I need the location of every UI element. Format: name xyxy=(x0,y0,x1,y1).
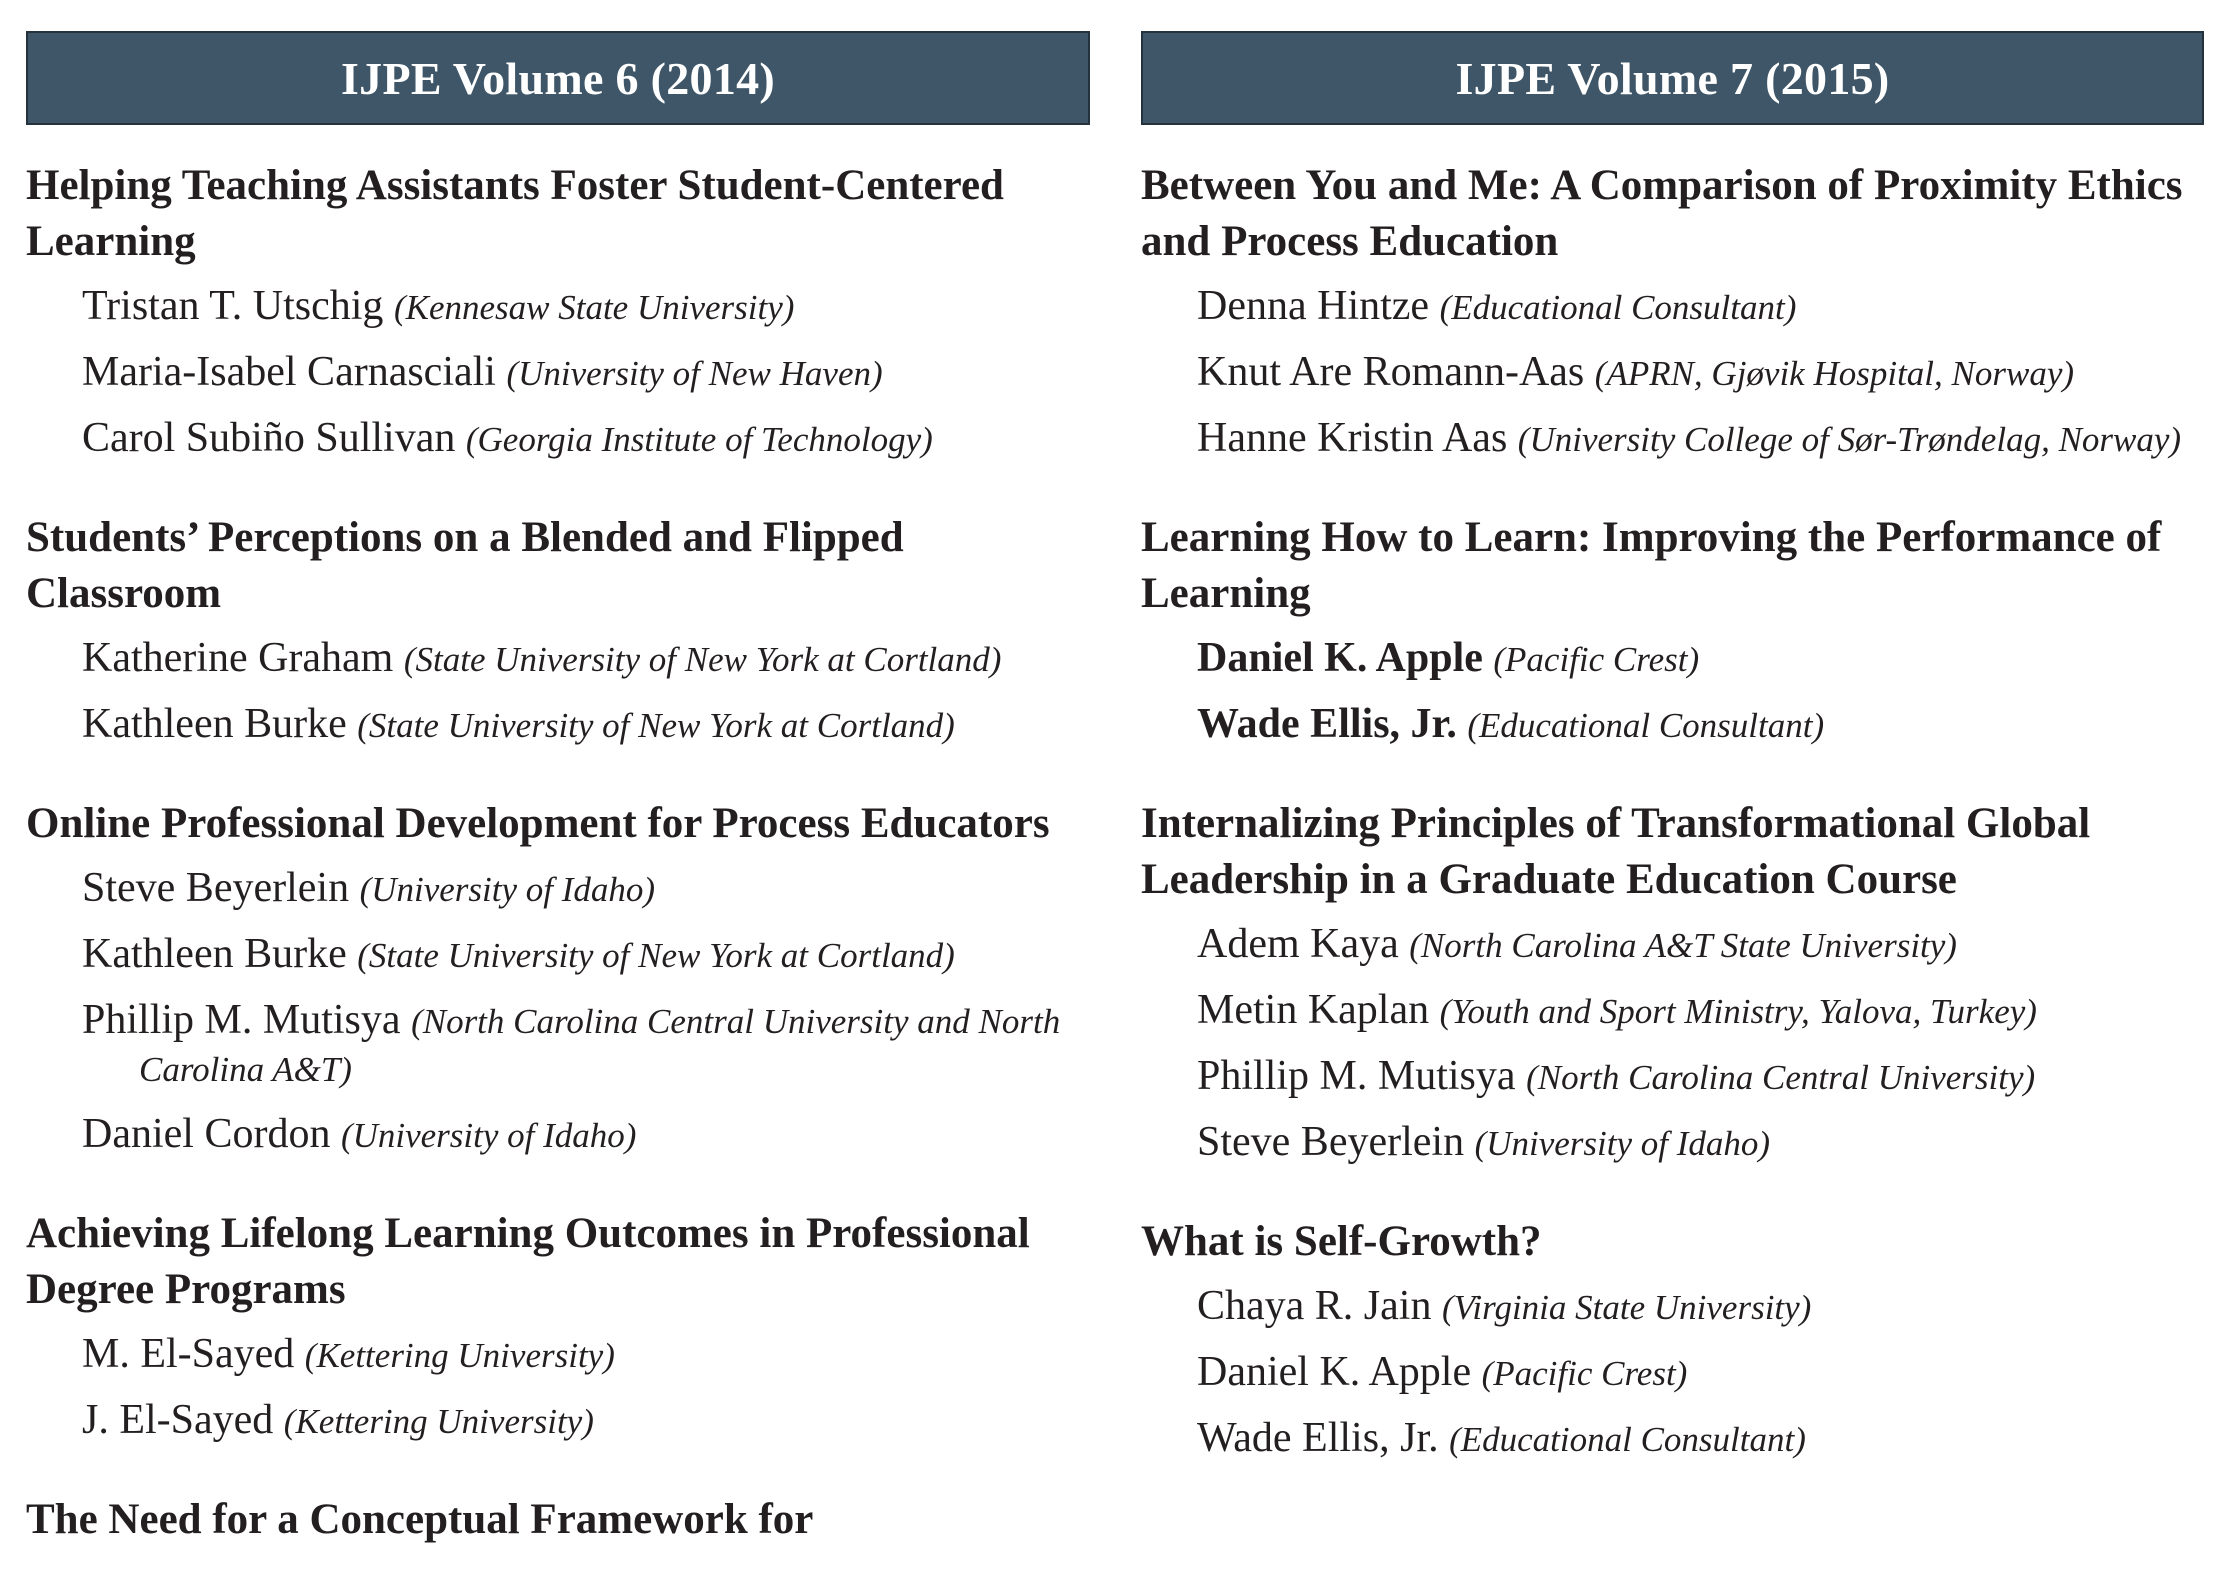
author-name: Maria-Isabel Carnasciali xyxy=(82,349,496,395)
volume-header: IJPE Volume 6 (2014) xyxy=(26,31,1090,125)
author-affiliation: (State University of New York at Cortland) xyxy=(357,936,955,975)
author-affiliation: (Kettering University) xyxy=(304,1336,615,1375)
author-affiliation: (Virginia State University) xyxy=(1441,1288,1812,1327)
author-line xyxy=(1141,283,2204,331)
author-line xyxy=(1141,1119,2204,1167)
author-line xyxy=(1141,415,2204,463)
author-affiliation: (Georgia Institute of Technology) xyxy=(465,420,933,459)
article-entry xyxy=(26,1206,1090,1445)
author-affiliation: (North Carolina A&T State University) xyxy=(1409,926,1957,965)
article-entry xyxy=(26,796,1090,1159)
author-affiliation: (University of Idaho) xyxy=(340,1116,637,1155)
article-entry xyxy=(26,1492,1090,1548)
author-name: Steve Beyerlein xyxy=(82,865,350,911)
author-affiliation: (University College of Sør-Trøndelag, Norway) xyxy=(1517,420,2182,459)
author-name: Kathleen Burke xyxy=(82,701,347,747)
author-line xyxy=(1141,701,2204,749)
author-line xyxy=(1141,987,2204,1035)
author-line xyxy=(1141,1053,2204,1101)
article-list xyxy=(1141,158,2204,1463)
author-affiliation: (State University of New York at Cortland) xyxy=(403,640,1002,679)
author-line xyxy=(26,1397,1090,1445)
author-affiliation: (University of Idaho) xyxy=(359,870,656,909)
author-name: M. El-Sayed xyxy=(82,1331,295,1377)
author-line xyxy=(26,283,1090,331)
article-title: What is Self-Growth? xyxy=(1141,1218,1542,1265)
author-name: Steve Beyerlein xyxy=(1197,1119,1465,1165)
author-name: Metin Kaplan xyxy=(1197,987,1430,1033)
author-name: Daniel K. Apple xyxy=(1197,1349,1472,1395)
author-line xyxy=(1141,349,2204,397)
author-affiliation: (Educational Consultant) xyxy=(1467,706,1825,745)
article-title: Students’ Perceptions on a Blended and Flipped Classroom xyxy=(26,514,904,617)
article-entry xyxy=(1141,510,2204,749)
author-name: Phillip M. Mutisya xyxy=(1197,1053,1516,1099)
author-line xyxy=(26,865,1090,913)
author-name: Chaya R. Jain xyxy=(1197,1283,1432,1329)
author-line xyxy=(26,1331,1090,1379)
author-line xyxy=(26,635,1090,683)
author-affiliation: (University of Idaho) xyxy=(1474,1124,1771,1163)
author-name: Phillip M. Mutisya xyxy=(82,997,401,1043)
article-entry xyxy=(1141,158,2204,463)
author-affiliation: (APRN, Gjøvik Hospital, Norway) xyxy=(1594,354,2075,393)
author-affiliation: (Kettering University) xyxy=(283,1402,594,1441)
author-line xyxy=(1141,921,2204,969)
article-list xyxy=(26,158,1090,1548)
author-affiliation: (Pacific Crest) xyxy=(1481,1354,1688,1393)
volume-header: IJPE Volume 7 (2015) xyxy=(1141,31,2204,125)
author-line xyxy=(1141,1415,2204,1463)
author-affiliation: (Educational Consultant) xyxy=(1449,1420,1806,1459)
article-entry xyxy=(1141,796,2204,1167)
author-line xyxy=(26,997,1090,1093)
article-entry xyxy=(1141,1214,2204,1463)
author-affiliation: (North Carolina Central University and North Carolina A&T) xyxy=(139,1002,1061,1089)
author-name: Kathleen Burke xyxy=(82,931,347,977)
author-name: Wade Ellis, Jr. xyxy=(1197,1415,1439,1461)
author-affiliation: (University of New Haven) xyxy=(506,354,883,393)
author-name: J. El-Sayed xyxy=(82,1397,274,1443)
article-entry xyxy=(26,510,1090,749)
author-name: Knut Are Romann-Aas xyxy=(1197,349,1585,395)
author-line xyxy=(1141,635,2204,683)
volume-7-column xyxy=(1141,31,2204,1510)
author-line xyxy=(1141,1349,2204,1397)
author-affiliation: (Kennesaw State University) xyxy=(393,288,795,327)
author-line xyxy=(26,349,1090,397)
author-line xyxy=(26,1111,1090,1159)
author-name: Katherine Graham xyxy=(82,635,394,681)
author-affiliation: (North Carolina Central University) xyxy=(1526,1058,2036,1097)
author-line xyxy=(26,415,1090,463)
author-affiliation: (Youth and Sport Ministry, Yalova, Turkey) xyxy=(1439,992,2037,1031)
author-name: Hanne Kristin Aas xyxy=(1197,415,1508,461)
author-line xyxy=(1141,1283,2204,1331)
author-name: Denna Hintze xyxy=(1197,283,1430,329)
author-line xyxy=(26,931,1090,979)
author-affiliation: (State University of New York at Cortland) xyxy=(357,706,955,745)
author-name: Tristan T. Utschig xyxy=(82,283,384,329)
article-title: Achieving Lifelong Learning Outcomes in Professional Degree Programs xyxy=(26,1210,1030,1313)
article-title: Helping Teaching Assistants Foster Student-Centered Learning xyxy=(26,162,1004,265)
author-name: Carol Subiño Sullivan xyxy=(82,415,456,461)
volume-6-column xyxy=(26,31,1090,1595)
article-title: Internalizing Principles of Transformational Global Leadership in a Graduate Education Course xyxy=(1141,800,2091,903)
author-name: Daniel Cordon xyxy=(82,1111,331,1157)
article-title: Online Professional Development for Process Educators xyxy=(26,800,1050,847)
author-affiliation: (Pacific Crest) xyxy=(1493,640,1700,679)
author-line xyxy=(26,701,1090,749)
author-name: Daniel K. Apple xyxy=(1197,635,1483,681)
author-name: Wade Ellis, Jr. xyxy=(1197,701,1457,747)
article-title: The Need for a Conceptual Framework for xyxy=(26,1496,814,1543)
author-affiliation: (Educational Consultant) xyxy=(1439,288,1797,327)
article-title: Between You and Me: A Comparison of Proximity Ethics and Process Education xyxy=(1141,162,2183,265)
article-entry xyxy=(26,158,1090,463)
article-title: Learning How to Learn: Improving the Performance of Learning xyxy=(1141,514,2162,617)
author-name: Adem Kaya xyxy=(1197,921,1399,967)
